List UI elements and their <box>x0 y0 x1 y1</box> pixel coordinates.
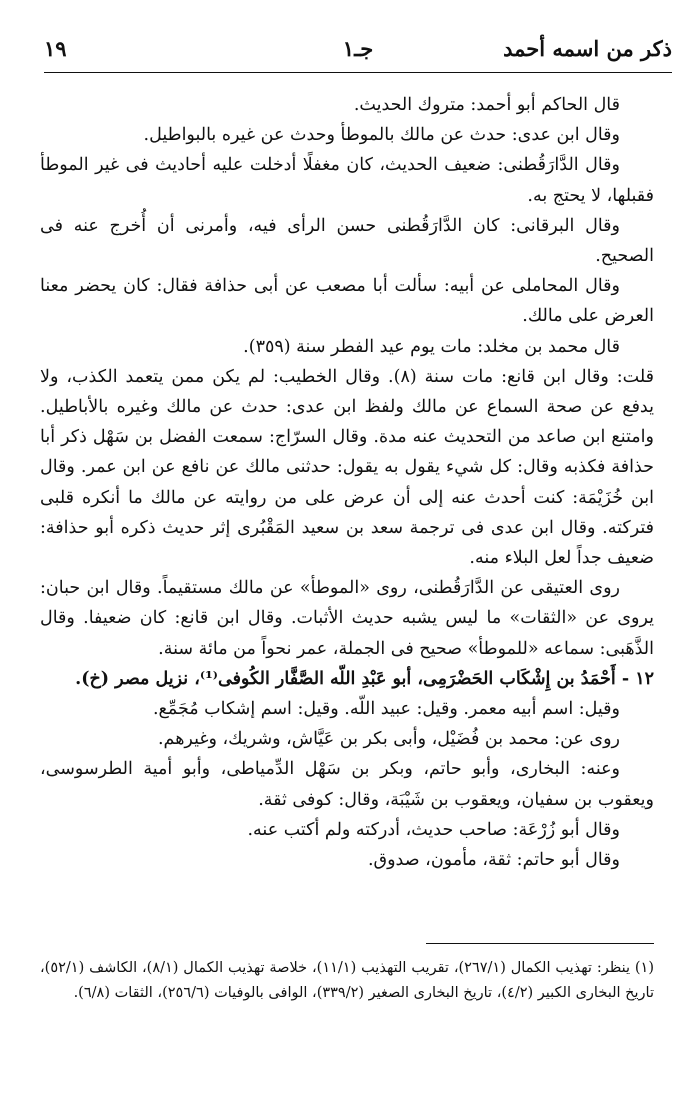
paragraph: وقال المحاملى عن أبيه: سألت أبا مصعب عن أبى حذافة فقال: كان يحضر معنا العرض على مالك. <box>40 276 654 327</box>
paragraph: وقال البرقانى: كان الدَّارَقُطنى حسن الرأى فيه، وأمرنى أن أُخرج عنه فى الصحيح. <box>40 215 654 267</box>
paragraph: قال الحاكم أبو أحمد: متروك الحديث. <box>353 95 620 115</box>
paragraph: وعنه: البخارى، وأبو حاتم، وبكر بن سَهْل الدِّمياطى، وأبو أمية الطرسوسى، ويعقوب بن سفيان، ويعقوب بن شَيْبَة، وقال: كوفى ثقة. <box>40 759 654 810</box>
paragraph: وقال ابن عدى: حدث عن مالك بالموطأ وحدث عن غيره بالبواطيل. <box>143 125 620 146</box>
footnote-divider <box>426 943 654 944</box>
paragraph: روى العتيقى عن الدَّارَقُطنى، روى «الموطأ» عن مالك مستقيماً. وقال ابن حبان: يروى عن «الثقات» ما ليس يشبه حديث الأثبات. وقال ابن قانع: كان ضعيفا. وقال الذَّهَبى: سماعه «للموطأ» صحيح فى الجملة، عمر نحواً من مائة سنة. <box>40 578 654 659</box>
footnote <box>40 956 654 1006</box>
main-text <box>40 90 654 875</box>
entry-heading: ١٢ - أَحْمَدُ بن إِشْكَاب الحَضْرَمِى، أبو عَبْدِ اللّه الصَّفَّار الكُوفى⁽¹⁾، نزيل مصر (خ). <box>75 668 654 689</box>
paragraph: وقال الدَّارَقُطنى: ضعيف الحديث، كان مغفلًا أدخلت عليه أحاديث فى غير الموطأ فقبلها، لا يحتج به. <box>40 155 654 206</box>
paragraph: قال محمد بن مخلد: مات يوم عيد الفطر سنة (٣٥٩). <box>243 336 620 357</box>
page-number: ١٩ <box>44 36 67 61</box>
paragraph: وقيل: اسم أبيه معمر. وقيل: عبيد اللّه. وقيل: اسم إشكاب مُجَمِّع. <box>152 699 620 720</box>
paragraph: قلت: وقال ابن قانع: مات سنة (٨). وقال الخطيب: لم يكن ممن يتعمد الكذب، ولا يدفع عن صحة السماع عن مالك ولفظ ابن عدى: حدث عن مالك وغيره بالأباطيل. وامتنع ابن صاعد من التحديث عنه مدة. وقال السرّاج: سمعت الفضل بن سَهْل ذكر أبا حذافة فكذبه وقال: كل شيء يقول به يقول: حدثنى مالك عن نافع عن ابن عمر. وقال ابن خُزَيْمَة: كنت أحدث عنه إلى أن عرض على من روايته عن مالك ما أنكره قلبى فتركته. وقال ابن عدى فى ترجمة سعد بن سعيد المَقْبُرى إثر حديث ذكره أبو حذافة: ضعيف جداً لعل البلاء منه. <box>40 366 654 569</box>
running-header <box>44 28 672 72</box>
paragraph: روى عن: محمد بن فُضَيْل، وأبى بكر بن عَيَّاش، وشريك، وغيرهم. <box>157 729 620 750</box>
header-divider <box>44 72 672 73</box>
paragraph: وقال أبو حاتم: ثقة، مأمون، صدوق. <box>367 850 620 871</box>
chapter-title: ذكر من اسمه أحمد <box>503 36 672 61</box>
paragraph: وقال أبو زُرْعَة: صاحب حديث، أدركته ولم أكتب عنه. <box>247 819 620 840</box>
footnote-text: (١) ينظر: تهذيب الكمال (٢٦٧/١)، تقريب التهذيب (١١/١)، خلاصة تهذيب الكمال (٨/١)، الكاشف (٥٢/١)، تاريخ البخارى الكبير (٤/٢)، تاريخ البخارى الصغير (٣٣٩/٢)، الوافى بالوفيات (٢٥٦/٦)، الثقات (٦/٨). <box>40 960 654 1001</box>
volume-label: جـ١ <box>342 36 374 61</box>
